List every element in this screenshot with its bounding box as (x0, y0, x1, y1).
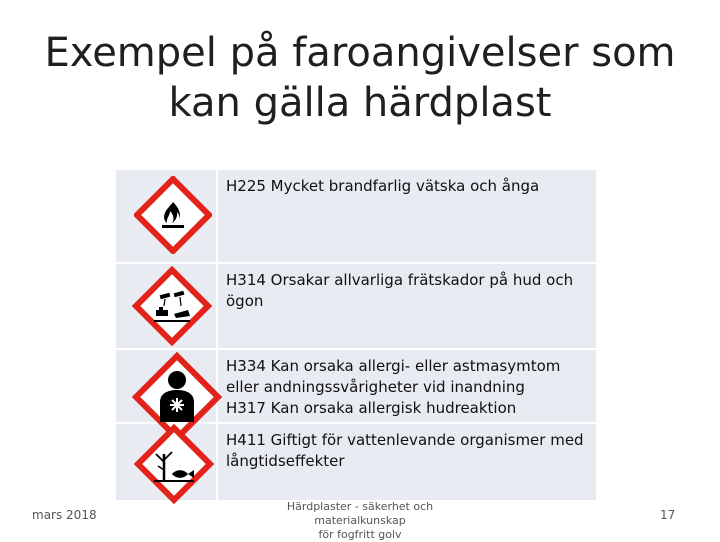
hazard-row-corrosive (116, 264, 596, 348)
footer-title (240, 500, 480, 542)
slide-title (40, 28, 680, 128)
footer-title-line-2: för fogfritt golv (318, 528, 402, 541)
hazard-statement (226, 430, 586, 472)
slide-title-line-1: Exempel på faroangivelser som (44, 30, 676, 76)
hazard-statement (226, 176, 586, 197)
hazard-text-line: H411 Giftigt för vattenlevande organismer med (226, 431, 584, 449)
page-number: 17 (660, 508, 676, 522)
hazard-text-line: långtidseffekter (226, 452, 345, 470)
hazard-statement (226, 270, 586, 312)
footer-title-line-1: Härdplaster - säkerhet och materialkunskap (286, 500, 434, 527)
hazard-text-line: H317 Kan orsaka allergisk hudreaktion (226, 399, 517, 417)
flammable-icon (134, 176, 212, 254)
hazard-text-line: H225 Mycket brandfarlig vätska och ånga (226, 177, 540, 195)
footer-date: mars 2018 (32, 508, 97, 522)
hazard-text-line: ögon (226, 292, 264, 310)
hazard-text-line: H334 Kan orsaka allergi- eller astmasymtom (226, 357, 561, 375)
hazard-statement (226, 356, 586, 419)
hazard-icon-cell (116, 170, 218, 262)
corrosive-icon (132, 266, 212, 346)
hazard-icon-cell (116, 264, 218, 348)
hazard-row-flammable (116, 170, 596, 262)
hazard-text-line: H314 Orsakar allvarliga frätskador på hud och (226, 271, 574, 289)
slide-title-line-2: kan gälla härdplast (168, 80, 552, 126)
hazard-table (116, 170, 596, 500)
environment-hazard-icon (134, 424, 214, 504)
hazard-text-line: eller andningssvårigheter vid inandning (226, 378, 525, 396)
